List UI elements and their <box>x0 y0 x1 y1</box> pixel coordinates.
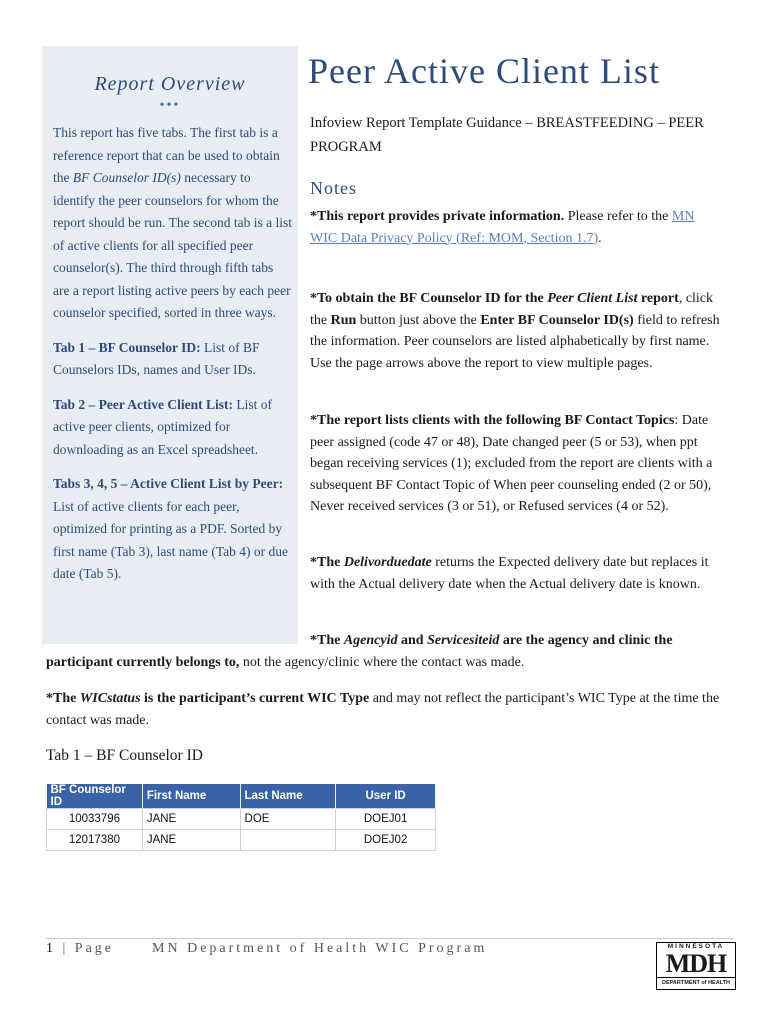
footer-divider <box>46 938 734 939</box>
mdh-logo: MINNESOTA MDH DEPARTMENT of HEALTH <box>656 942 736 990</box>
sidebar-tab1: Tab 1 – BF Counselor ID: List of BF Counselors IDs, names and User IDs. <box>53 339 260 377</box>
table-cell: DOE <box>240 809 336 830</box>
table-cell: JANE <box>142 830 240 851</box>
table-cell: JANE <box>142 809 240 830</box>
notes-heading: Notes <box>310 178 357 198</box>
page-label: | Page <box>56 941 115 956</box>
table-cell <box>240 830 336 851</box>
sidebar-body <box>53 122 293 598</box>
sidebar-dots: ••• <box>159 98 181 113</box>
sidebar-tab3: Tabs 3, 4, 5 – Active Client List by Peer: List of active clients for each peer, optimized for printing as a PDF. Sorted by first name (Tab 3), last name (Tab 4) or due date (Tab 5). <box>53 476 289 581</box>
page-title: Peer Active Client List <box>308 51 660 91</box>
column-header: User ID <box>336 784 436 809</box>
table-row <box>47 809 436 830</box>
note-delivery-date: *The Delivorduedate returns the Expected delivery date but replaces it with the Actual delivery date when the Actual delivery date is known. <box>310 555 709 592</box>
sidebar-tab2: Tab 2 – Peer Active Client List: List of active peer clients, optimized for downloading as an Excel spreadsheet. <box>53 396 272 457</box>
table-cell: 10033796 <box>47 809 143 830</box>
note-agency: *The Agencyid and Servicesiteid are the agency and clinic the participant currently belongs to, not the agency/clinic where the contact was made. <box>46 633 673 670</box>
column-header: BF Counselor ID <box>47 784 143 809</box>
table-cell: DOEJ01 <box>336 809 436 830</box>
sidebar-intro: This report has five tabs. The first tab is a reference report that can be used to obtain the BF Counselor ID(s) necessary to identify the peer counselors for whom the report should be run. The second tab is a list of active clients for all specified peer counselor(s). The third through fifth tabs are a report listing active peers by each peer counselor specified, sorted in three ways. <box>53 125 292 320</box>
tab1-heading: Tab 1 – BF Counselor ID <box>46 747 203 764</box>
note-wicstatus: *The WICstatus is the participant’s current WIC Type and may not reflect the participant’s WIC Type at the time the contact was made. <box>46 691 720 728</box>
page-number: 1 <box>46 941 56 956</box>
bf-counselor-table <box>46 784 436 851</box>
column-header: First Name <box>142 784 240 809</box>
table-header-row <box>47 784 436 809</box>
privacy-policy-link[interactable]: MN WIC Data Privacy Policy (Ref: MOM, Section 1.7) <box>310 209 695 246</box>
report-overview-sidebar <box>42 46 298 644</box>
note-obtain-id: *To obtain the BF Counselor ID for the Peer Client List report, click the Run button just above the Enter BF Counselor ID(s) field to refresh the information. Peer counselors are listed alphabetically by first name. Use the page arrows above the report to view multiple pages. <box>310 291 720 371</box>
table-row <box>47 830 436 851</box>
column-header: Last Name <box>240 784 336 809</box>
page-subtitle: Infoview Report Template Guidance – BREASTFEEDING – PEER PROGRAM <box>310 115 704 155</box>
table-cell: DOEJ02 <box>336 830 436 851</box>
sidebar-title: Report Overview <box>94 73 246 95</box>
footer-org: MN Department of Health WIC Program <box>152 941 488 956</box>
note-contact-topics: *The report lists clients with the following BF Contact Topics: Date peer assigned (code 47 or 48), Date changed peer (5 or 53), when ppt began receiving services (1); excluded from the report are clients with a subsequent BF Contact Topic of When peer counseling ended (2 or 50), Never received services (3 or 51), or Refused services (4 or 52). <box>310 413 713 514</box>
page-footer <box>46 941 487 957</box>
note-privacy: *This report provides private information. Please refer to the MN WIC Data Privacy Policy (Ref: MOM, Section 1.7). <box>310 209 695 246</box>
table-cell: 12017380 <box>47 830 143 851</box>
